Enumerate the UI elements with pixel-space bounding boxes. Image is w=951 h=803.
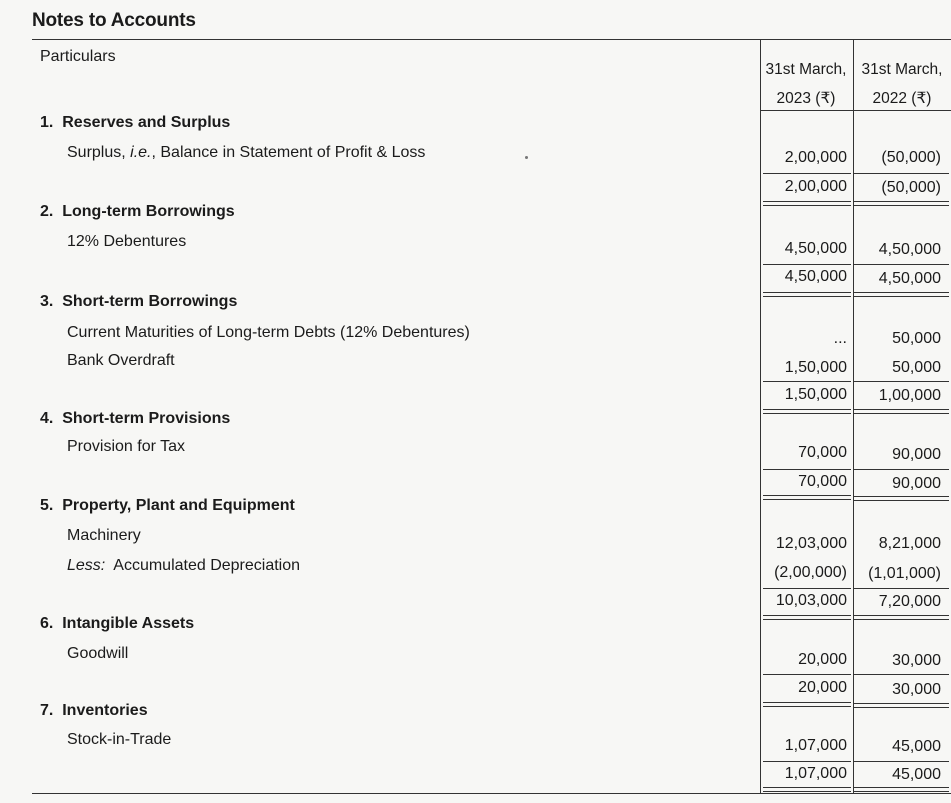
total-double-rule xyxy=(854,787,949,792)
total-2023: 70,000 xyxy=(798,473,847,490)
line-item-label: Machinery xyxy=(67,527,141,544)
subtotal-rule xyxy=(854,674,949,675)
total-double-rule xyxy=(854,496,949,501)
total-double-rule xyxy=(763,292,851,297)
total-2023: 1,50,000 xyxy=(784,386,847,403)
subtotal-rule xyxy=(763,469,851,470)
amount-2023: 4,50,000 xyxy=(784,240,847,257)
total-double-rule xyxy=(763,787,851,792)
col-2023-header xyxy=(760,55,852,113)
table-top-rule xyxy=(32,39,951,40)
section-title: Reserves and Surplus xyxy=(62,114,231,131)
total-double-rule xyxy=(763,495,851,500)
subtotal-rule xyxy=(854,264,949,265)
total-double-rule xyxy=(763,201,851,206)
total-2023: 10,03,000 xyxy=(775,592,847,609)
section-title: Short-term Borrowings xyxy=(62,293,238,310)
subtotal-rule xyxy=(763,381,851,382)
amount-2022: 45,000 xyxy=(892,738,941,755)
amount-2023: 12,03,000 xyxy=(775,535,847,552)
section-title: Short-term Provisions xyxy=(62,410,231,427)
section-number: 7. xyxy=(40,702,54,719)
total-2022: 30,000 xyxy=(892,681,941,698)
amount-2022: 8,21,000 xyxy=(878,535,941,552)
line-item-label: Less: Accumulated Depreciation xyxy=(67,557,301,574)
section-number: 2. xyxy=(40,203,54,220)
page-title: Notes to Accounts xyxy=(32,10,196,31)
subtotal-rule xyxy=(854,381,949,382)
section-number: 1. xyxy=(40,114,54,131)
subtotal-rule xyxy=(763,264,851,265)
total-2022: 90,000 xyxy=(892,475,941,492)
total-2022: 7,20,000 xyxy=(878,593,941,610)
line-item-label: Provision for Tax xyxy=(67,438,185,455)
section-number: 4. xyxy=(40,410,54,427)
subtotal-rule xyxy=(763,173,851,174)
total-2023: 4,50,000 xyxy=(784,268,847,285)
section-title: Intangible Assets xyxy=(62,615,195,632)
amount-2023: 70,000 xyxy=(798,444,847,461)
total-2023: 2,00,000 xyxy=(784,178,847,195)
line-item-label: Current Maturities of Long-term Debts (12% Debentures) xyxy=(67,324,470,341)
amount-2022: 30,000 xyxy=(892,652,941,669)
section-number: 3. xyxy=(40,293,54,310)
section-title: Inventories xyxy=(62,702,148,719)
table-bottom-rule xyxy=(32,793,951,794)
section-heading xyxy=(40,410,230,428)
section-heading xyxy=(40,615,194,633)
total-double-rule xyxy=(854,201,949,206)
print-speck xyxy=(525,156,528,159)
total-double-rule xyxy=(854,615,949,620)
amount-2023: 1,07,000 xyxy=(784,737,847,754)
line-item-label: Surplus, i.e., Balance in Statement of Profit & Loss xyxy=(67,144,426,161)
col-2022-header-line2: 2022 (₹) xyxy=(872,90,932,107)
header-rule xyxy=(760,110,951,111)
amount-2023: 1,50,000 xyxy=(784,359,847,376)
subtotal-rule xyxy=(763,674,851,675)
section-title: Long-term Borrowings xyxy=(62,203,235,220)
amount-2022: 50,000 xyxy=(892,359,941,376)
col-2023-header-line2: 2023 (₹) xyxy=(776,90,836,107)
col-2023-header-line1: 31st March, xyxy=(765,61,847,78)
subtotal-rule xyxy=(763,588,851,589)
total-2022: 1,00,000 xyxy=(878,387,941,404)
amount-2022: 90,000 xyxy=(892,446,941,463)
total-2022: 45,000 xyxy=(892,766,941,783)
section-heading xyxy=(40,497,295,515)
section-heading xyxy=(40,702,148,720)
total-2022: 4,50,000 xyxy=(878,270,941,287)
subtotal-rule xyxy=(854,761,949,762)
section-heading xyxy=(40,203,235,221)
total-2023: 1,07,000 xyxy=(784,765,847,782)
total-2023: 20,000 xyxy=(798,679,847,696)
total-double-rule xyxy=(763,702,851,707)
amount-2022: 4,50,000 xyxy=(878,241,941,258)
subtotal-rule xyxy=(763,761,851,762)
total-double-rule xyxy=(763,409,851,414)
section-number: 5. xyxy=(40,497,54,514)
line-item-label: 12% Debentures xyxy=(67,233,187,250)
amount-2022: (1,01,000) xyxy=(868,565,941,582)
amount-2023: 20,000 xyxy=(798,651,847,668)
amount-2022: (50,000) xyxy=(881,149,941,166)
line-item-label: Goodwill xyxy=(67,645,129,662)
section-number: 6. xyxy=(40,615,54,632)
total-double-rule xyxy=(763,615,851,620)
particulars-header: Particulars xyxy=(40,48,116,65)
col-2022-header xyxy=(856,55,948,113)
section-heading xyxy=(40,293,237,311)
section-title: Property, Plant and Equipment xyxy=(62,497,295,514)
less-prefix: Less: xyxy=(67,557,106,574)
total-2022: (50,000) xyxy=(881,179,941,196)
total-double-rule xyxy=(854,292,949,297)
subtotal-rule xyxy=(854,173,949,174)
section-heading xyxy=(40,114,230,132)
amount-2023: ... xyxy=(833,330,847,347)
total-double-rule xyxy=(854,703,949,708)
col-2022-header-line1: 31st March, xyxy=(861,61,943,78)
amount-2022: 50,000 xyxy=(892,330,941,347)
amount-2023: (2,00,000) xyxy=(774,564,847,581)
subtotal-rule xyxy=(854,588,949,589)
subtotal-rule xyxy=(854,469,949,470)
total-double-rule xyxy=(854,409,949,414)
amount-2023: 2,00,000 xyxy=(784,149,847,166)
line-item-label: Bank Overdraft xyxy=(67,352,175,369)
line-item-label: Stock-in-Trade xyxy=(67,731,172,748)
